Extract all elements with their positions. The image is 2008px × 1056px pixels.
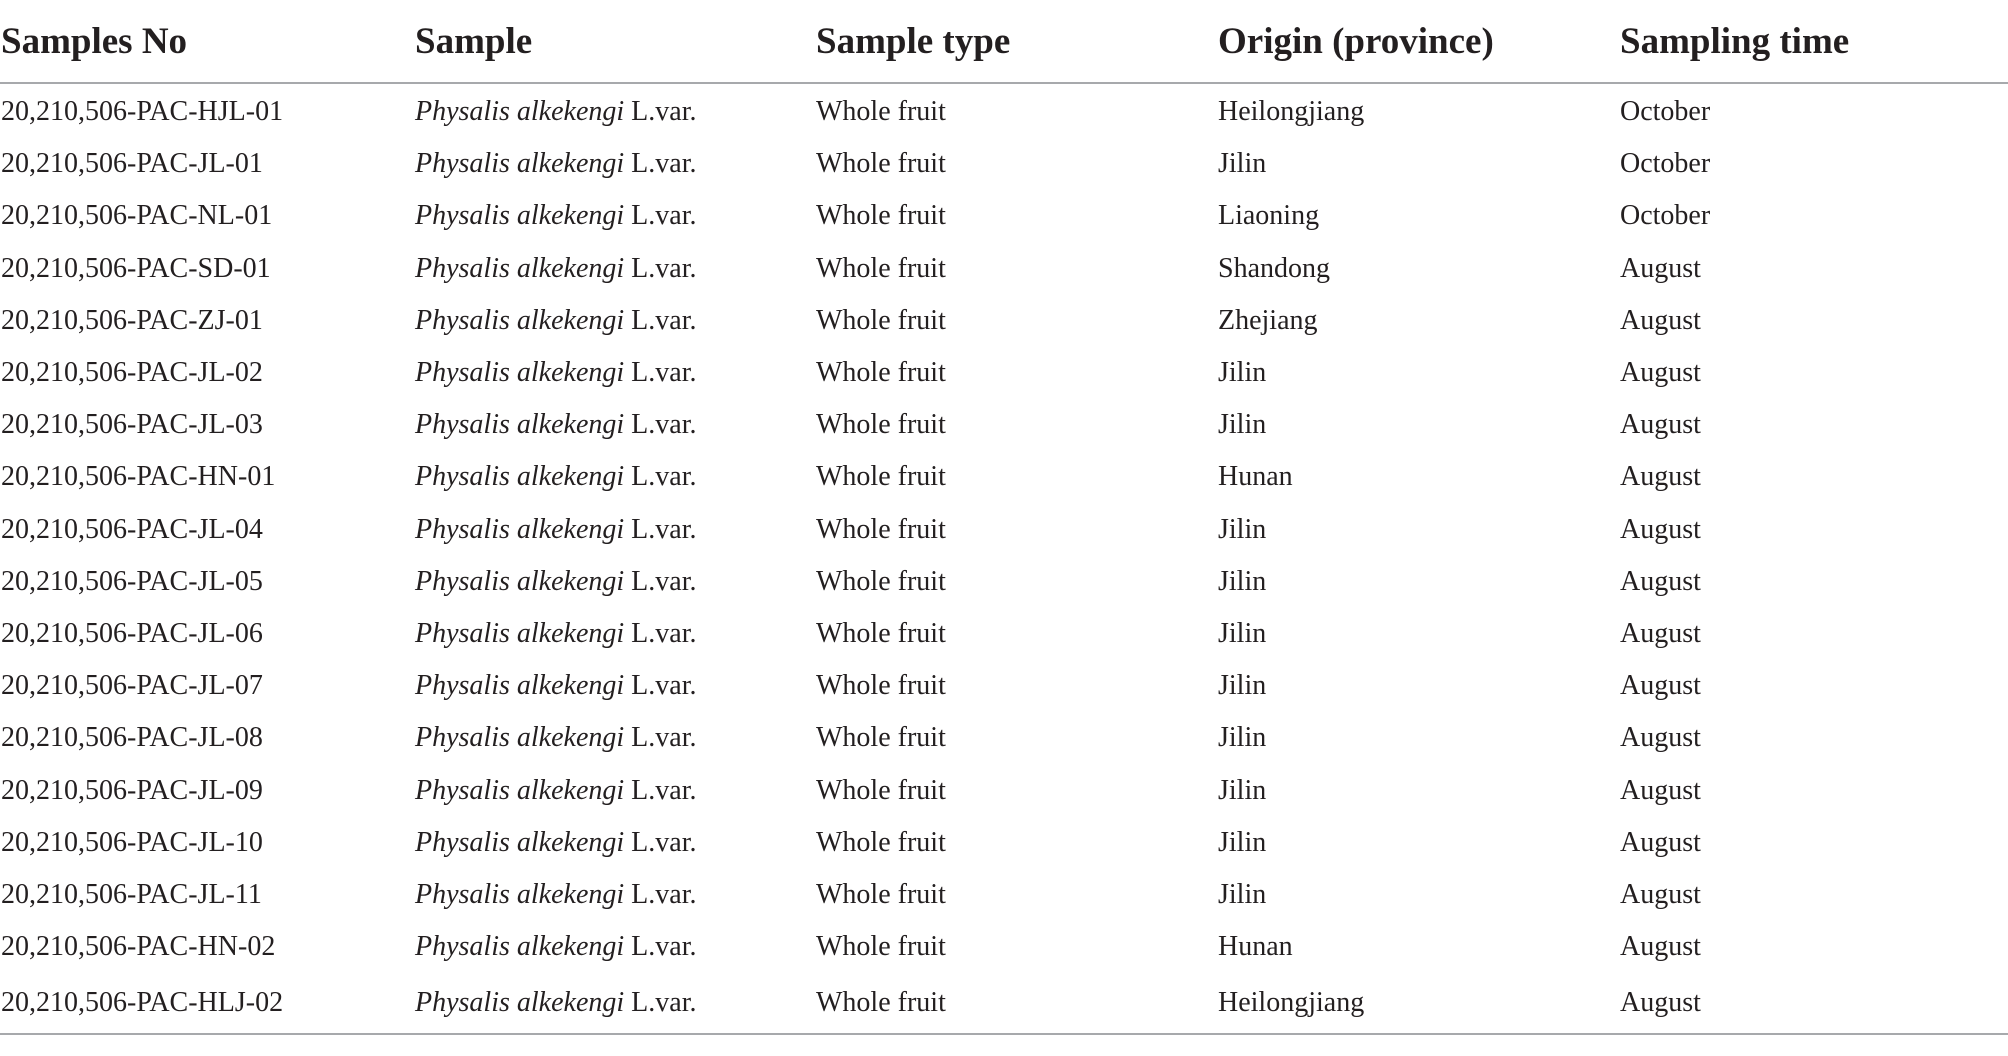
cell-sampling-time: August <box>1620 304 1701 336</box>
cell-origin: Jilin <box>1218 722 1267 754</box>
cell-origin: Jilin <box>1218 409 1267 441</box>
table-row <box>0 764 2008 816</box>
cell-samples-no: 20,210,506-PAC-JL-04 <box>1 513 263 545</box>
cell-sample-type: Whole fruit <box>816 826 946 858</box>
cell-samples-no: 20,210,506-PAC-HN-02 <box>1 931 276 963</box>
header-row <box>0 0 2008 83</box>
table-row <box>0 921 2008 973</box>
variety-label: L.var. <box>624 357 697 389</box>
table-body <box>0 83 2008 1034</box>
cell-sample <box>414 451 815 503</box>
table-row <box>0 347 2008 399</box>
cell-sampling-time: October <box>1620 200 1711 232</box>
cell-sampling-time: August <box>1620 565 1701 597</box>
cell-sampling-time: August <box>1620 252 1701 284</box>
cell-origin: Jilin <box>1218 148 1267 180</box>
table-row <box>0 556 2008 608</box>
cell-samples-no: 20,210,506-PAC-JL-09 <box>1 774 263 806</box>
variety-label: L.var. <box>624 148 697 180</box>
cell-origin: Jilin <box>1218 617 1267 649</box>
header-origin: Origin (province) <box>1217 0 1619 83</box>
cell-samples-no: 20,210,506-PAC-JL-03 <box>1 409 263 441</box>
table-row <box>0 817 2008 869</box>
cell-sampling-time: August <box>1620 670 1701 702</box>
cell-sample-type: Whole fruit <box>816 252 946 284</box>
cell-samples-no: 20,210,506-PAC-JL-11 <box>1 878 262 910</box>
table-header <box>0 0 2008 83</box>
variety-label: L.var. <box>624 252 697 284</box>
cell-sampling-time: August <box>1619 973 2008 1034</box>
species-name: Physalis alkekengi <box>415 670 625 702</box>
header-sampling-time: Sampling time <box>1619 0 2008 83</box>
species-name: Physalis alkekengi <box>415 252 625 284</box>
species-name: Physalis alkekengi <box>415 878 625 910</box>
cell-sample <box>414 347 815 399</box>
cell-samples-no: 20,210,506-PAC-JL-02 <box>1 357 263 389</box>
cell-sampling-time: August <box>1620 722 1701 754</box>
cell-sample-type: Whole fruit <box>816 304 946 336</box>
cell-sample <box>414 921 815 973</box>
variety-label: L.var. <box>624 931 697 963</box>
cell-origin: Zhejiang <box>1218 304 1318 336</box>
variety-label: L.var. <box>624 826 697 858</box>
cell-sample-type: Whole fruit <box>816 200 946 232</box>
cell-sample <box>414 764 815 816</box>
cell-samples-no: 20,210,506-PAC-JL-08 <box>1 722 263 754</box>
cell-sample <box>414 556 815 608</box>
table-row <box>0 608 2008 660</box>
header-sample-type: Sample type <box>815 0 1217 83</box>
cell-sampling-time: August <box>1620 878 1701 910</box>
cell-sampling-time: August <box>1620 409 1701 441</box>
variety-label: L.var. <box>624 670 697 702</box>
cell-sampling-time: August <box>1620 461 1701 493</box>
cell-origin: Jilin <box>1218 357 1267 389</box>
cell-sampling-time: August <box>1620 774 1701 806</box>
cell-sample-type: Whole fruit <box>816 617 946 649</box>
variety-label: L.var. <box>624 513 697 545</box>
variety-label: L.var. <box>624 304 697 336</box>
cell-sampling-time: August <box>1620 617 1701 649</box>
cell-sample-type: Whole fruit <box>816 148 946 180</box>
header-sample: Sample <box>414 0 815 83</box>
cell-sampling-time: October <box>1620 96 1711 128</box>
cell-sample-type: Whole fruit <box>816 513 946 545</box>
cell-sample <box>414 660 815 712</box>
variety-label: L.var. <box>624 774 697 806</box>
species-name: Physalis alkekengi <box>415 200 625 232</box>
cell-sample-type: Whole fruit <box>816 670 946 702</box>
species-name: Physalis alkekengi <box>415 304 625 336</box>
cell-sample-type: Whole fruit <box>816 461 946 493</box>
species-name: Physalis alkekengi <box>415 565 625 597</box>
cell-sample-type: Whole fruit <box>816 878 946 910</box>
variety-label: L.var. <box>624 987 697 1019</box>
table-row <box>0 451 2008 503</box>
variety-label: L.var. <box>624 565 697 597</box>
cell-samples-no: 20,210,506-PAC-HN-01 <box>1 461 276 493</box>
species-name: Physalis alkekengi <box>415 617 625 649</box>
cell-sample <box>414 869 815 921</box>
cell-origin: Heilongjiang <box>1217 973 1619 1034</box>
table-row <box>0 660 2008 712</box>
species-name: Physalis alkekengi <box>415 987 625 1019</box>
cell-origin: Jilin <box>1218 565 1267 597</box>
cell-samples-no: 20,210,506-PAC-ZJ-01 <box>1 304 263 336</box>
cell-origin: Liaoning <box>1218 200 1320 232</box>
cell-origin: Jilin <box>1218 670 1267 702</box>
table-row <box>0 138 2008 190</box>
cell-sample <box>414 817 815 869</box>
cell-origin: Hunan <box>1218 461 1293 493</box>
cell-samples-no: 20,210,506-PAC-JL-06 <box>1 617 263 649</box>
cell-origin: Hunan <box>1218 931 1293 963</box>
cell-sample <box>414 973 815 1034</box>
cell-samples-no: 20,210,506-PAC-JL-01 <box>1 148 263 180</box>
variety-label: L.var. <box>624 96 697 128</box>
table-row <box>0 243 2008 295</box>
cell-samples-no: 20,210,506-PAC-NL-01 <box>1 200 273 232</box>
table-row <box>0 504 2008 556</box>
cell-sample <box>414 295 815 347</box>
table-row <box>0 712 2008 764</box>
cell-sample-type: Whole fruit <box>816 722 946 754</box>
cell-sample-type: Whole fruit <box>815 973 1217 1034</box>
cell-sample-type: Whole fruit <box>816 565 946 597</box>
cell-sample-type: Whole fruit <box>816 357 946 389</box>
cell-sample <box>414 504 815 556</box>
cell-origin: Jilin <box>1218 513 1267 545</box>
cell-origin: Heilongjiang <box>1218 96 1365 128</box>
cell-sampling-time: August <box>1620 826 1701 858</box>
table-row <box>0 83 2008 138</box>
cell-sample-type: Whole fruit <box>816 409 946 441</box>
cell-samples-no: 20,210,506-PAC-JL-07 <box>1 670 263 702</box>
cell-origin: Shandong <box>1218 252 1330 284</box>
species-name: Physalis alkekengi <box>415 461 625 493</box>
cell-sample-type: Whole fruit <box>816 774 946 806</box>
header-samples-no: Samples No <box>0 0 414 83</box>
cell-sample-type: Whole fruit <box>816 931 946 963</box>
cell-sampling-time: August <box>1620 513 1701 545</box>
cell-sampling-time: October <box>1620 148 1711 180</box>
cell-sampling-time: August <box>1620 357 1701 389</box>
cell-samples-no: 20,210,506-PAC-HLJ-02 <box>0 973 414 1034</box>
table-row <box>0 399 2008 451</box>
species-name: Physalis alkekengi <box>415 826 625 858</box>
cell-sample <box>414 138 815 190</box>
variety-label: L.var. <box>624 200 697 232</box>
cell-origin: Jilin <box>1218 826 1267 858</box>
cell-sample <box>414 83 815 138</box>
cell-sample <box>414 712 815 764</box>
cell-samples-no: 20,210,506-PAC-HJL-01 <box>1 96 284 128</box>
species-name: Physalis alkekengi <box>415 513 625 545</box>
species-name: Physalis alkekengi <box>415 774 625 806</box>
table-row <box>0 973 2008 1034</box>
cell-sample <box>414 243 815 295</box>
species-name: Physalis alkekengi <box>415 357 625 389</box>
table-row <box>0 190 2008 242</box>
table-row <box>0 295 2008 347</box>
variety-label: L.var. <box>624 878 697 910</box>
cell-sampling-time: August <box>1620 931 1701 963</box>
cell-sample <box>414 399 815 451</box>
species-name: Physalis alkekengi <box>415 409 625 441</box>
species-name: Physalis alkekengi <box>415 96 625 128</box>
variety-label: L.var. <box>624 461 697 493</box>
cell-sample <box>414 190 815 242</box>
variety-label: L.var. <box>624 722 697 754</box>
cell-samples-no: 20,210,506-PAC-JL-10 <box>1 826 263 858</box>
table-row <box>0 869 2008 921</box>
species-name: Physalis alkekengi <box>415 931 625 963</box>
species-name: Physalis alkekengi <box>415 148 625 180</box>
cell-origin: Jilin <box>1218 878 1267 910</box>
cell-sample <box>414 608 815 660</box>
cell-origin: Jilin <box>1218 774 1267 806</box>
variety-label: L.var. <box>624 409 697 441</box>
variety-label: L.var. <box>624 617 697 649</box>
species-name: Physalis alkekengi <box>415 722 625 754</box>
cell-sample-type: Whole fruit <box>816 96 946 128</box>
cell-samples-no: 20,210,506-PAC-SD-01 <box>1 252 271 284</box>
cell-samples-no: 20,210,506-PAC-JL-05 <box>1 565 263 597</box>
